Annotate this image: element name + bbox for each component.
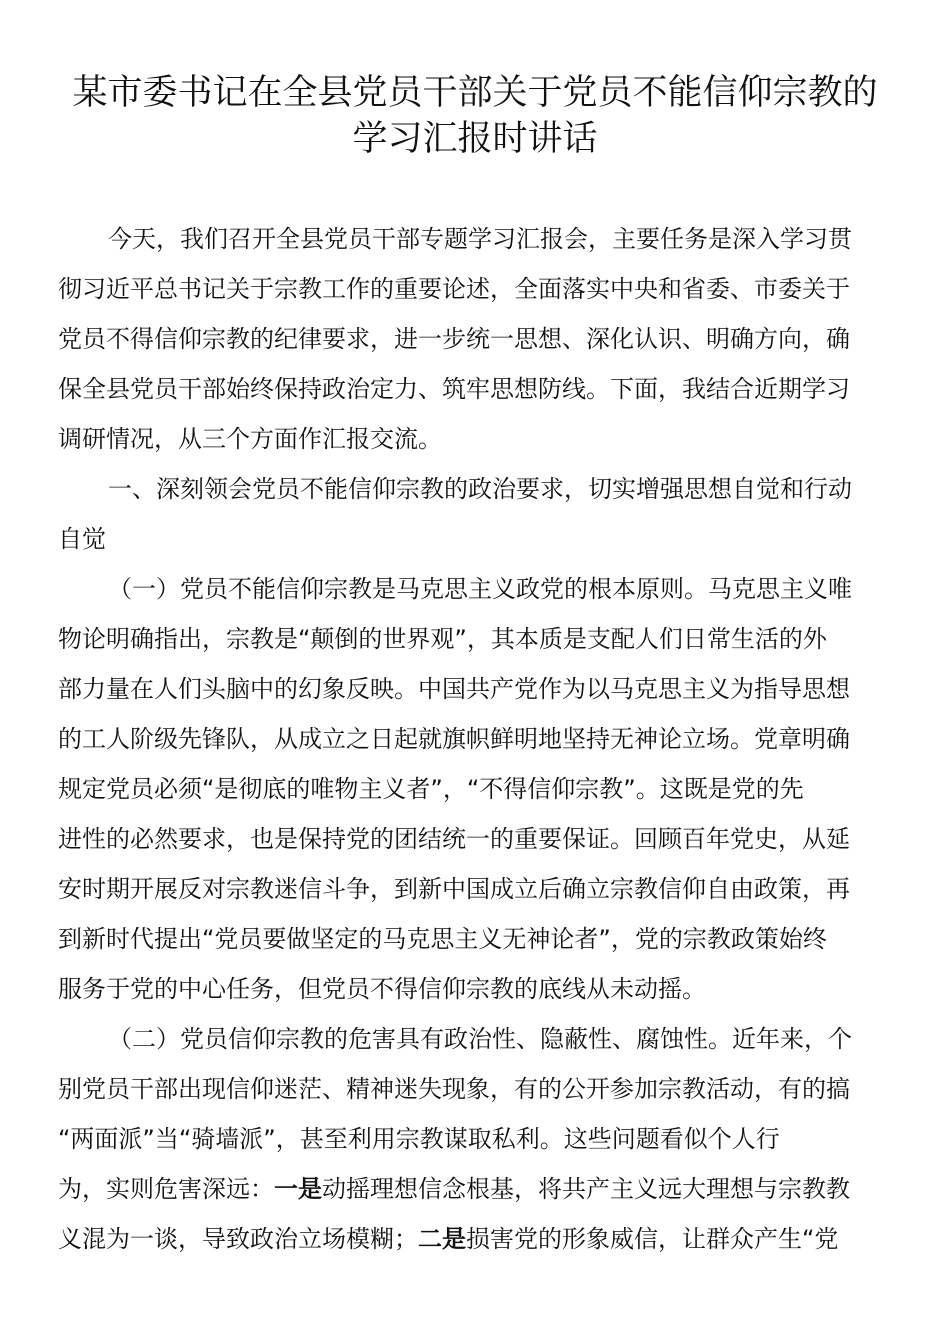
paragraph-line: 党员不得信仰宗教的纪律要求，进一步统一思想、深化认识、明确方向，确	[58, 325, 850, 353]
paragraph-line: 物论明确指出，宗教是“颠倒的世界观”，其本质是支配人们日常生活的外	[58, 625, 827, 653]
paragraph-line	[58, 1214, 876, 1264]
document-title-line-1: 某市委书记在全县党员干部关于党员不能信仰宗教的	[72, 73, 878, 113]
paragraph-line: 彻习近平总书记关于宗教工作的重要论述，全面落实中央和省委、市委关于	[58, 275, 850, 303]
document-body	[58, 214, 876, 1264]
bold-point-2: 二是	[418, 1225, 466, 1253]
bold-point-1: 一是	[274, 1175, 322, 1203]
paragraph-line: 调研情况，从三个方面作汇报交流。	[58, 425, 442, 453]
section-heading-line: 一、深刻领会党员不能信仰宗教的政治要求，切实增强思想自觉和行动	[108, 475, 852, 503]
paragraph-text: 动摇理想信念根基，将共产主义远大理想与宗教教	[322, 1175, 850, 1203]
paragraph-line: （一）党员不能信仰宗教是马克思主义政党的根本原则。马克思主义唯	[108, 575, 852, 603]
paragraph-line: 安时期开展反对宗教迷信斗争，到新中国成立后确立宗教信仰自由政策，再	[58, 875, 850, 903]
paragraph-text: 为，实则危害深远：	[58, 1175, 274, 1203]
paragraph-line: 保全县党员干部始终保持政治定力、筑牢思想防线。下面，我结合近期学习	[58, 375, 850, 403]
paragraph-line: 规定党员必须“是彻底的唯物主义者”，“不得信仰宗教”。这既是党的先	[58, 775, 804, 803]
paragraph-line	[58, 1164, 876, 1214]
paragraph-text: 损害党的形象威信，让群众产生“党	[466, 1225, 839, 1253]
paragraph-line: 服务于党的中心任务，但党员不得信仰宗教的底线从未动摇。	[58, 975, 706, 1003]
paragraph-line: 今天，我们召开全县党员干部专题学习汇报会，主要任务是深入学习贯	[108, 225, 852, 253]
paragraph-line: 的工人阶级先锋队，从成立之日起就旗帜鲜明地坚持无神论立场。党章明确	[58, 725, 850, 753]
paragraph-line: 别党员干部出现信仰迷茫、精神迷失现象，有的公开参加宗教活动，有的搞	[58, 1075, 850, 1103]
paragraph-line: 部力量在人们头脑中的幻象反映。中国共产党作为以马克思主义为指导思想	[58, 675, 850, 703]
section-heading-line: 自觉	[58, 525, 106, 553]
paragraph-line: （二）党员信仰宗教的危害具有政治性、隐蔽性、腐蚀性。近年来，个	[108, 1025, 852, 1053]
paragraph-line: “两面派”当“骑墙派”，甚至利用宗教谋取私利。这些问题看似个人行	[58, 1125, 780, 1153]
document-title-line-2: 学习汇报时讲话	[352, 119, 598, 159]
paragraph-text: 义混为一谈，导致政治立场模糊；	[58, 1225, 418, 1253]
paragraph-line: 进性的必然要求，也是保持党的团结统一的重要保证。回顾百年党史，从延	[58, 825, 850, 853]
paragraph-line: 到新时代提出“党员要做坚定的马克思主义无神论者”，党的宗教政策始终	[58, 925, 827, 953]
